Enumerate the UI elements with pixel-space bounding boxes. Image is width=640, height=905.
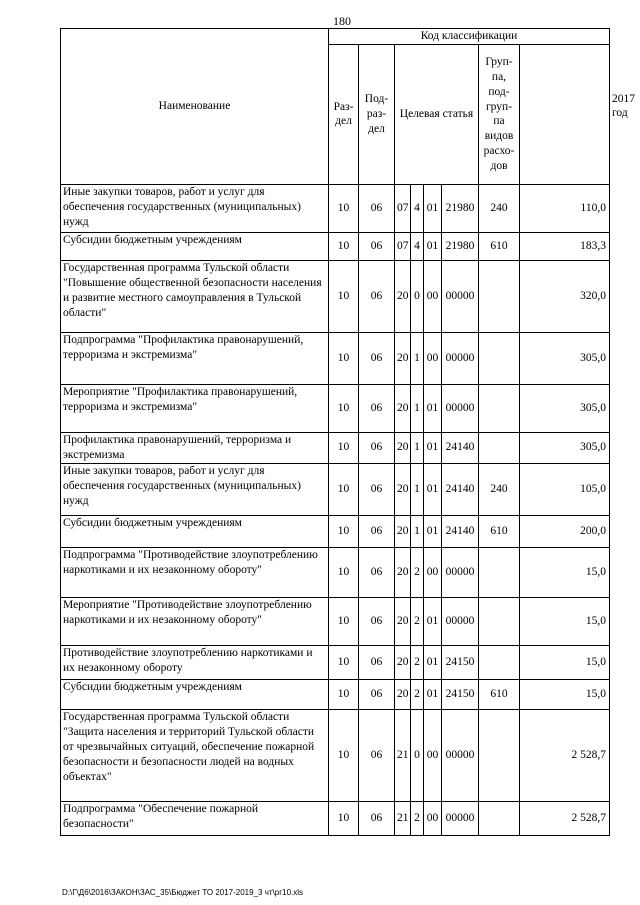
cell-t3: 01 <box>424 679 442 709</box>
cell-t3: 01 <box>424 232 442 260</box>
table-row <box>61 597 610 645</box>
cell-t2: 4 <box>411 232 424 260</box>
cell-t3: 00 <box>424 709 442 801</box>
header-classification: Код классификации <box>329 29 610 45</box>
cell-vid <box>479 260 520 332</box>
cell-t1: 20 <box>395 645 411 679</box>
cell-razdel: 10 <box>329 384 359 432</box>
cell-podrazdel: 06 <box>359 463 395 515</box>
cell-t1: 21 <box>395 709 411 801</box>
cell-t2: 2 <box>411 645 424 679</box>
cell-podrazdel: 06 <box>359 709 395 801</box>
cell-t3: 00 <box>424 260 442 332</box>
table-row <box>61 432 610 463</box>
cell-t3: 01 <box>424 184 442 232</box>
header-name: Наименование <box>61 29 329 185</box>
cell-razdel: 10 <box>329 801 359 835</box>
cell-t4: 24140 <box>442 515 479 547</box>
cell-t4: 21980 <box>442 184 479 232</box>
cell-name: Подпрограмма "Обеспечение пожарной безопасности" <box>61 801 329 835</box>
table-row <box>61 679 610 709</box>
cell-t3: 00 <box>424 801 442 835</box>
cell-amount: 2 528,7 <box>520 801 610 835</box>
cell-amount: 15,0 <box>520 547 610 597</box>
cell-t2: 2 <box>411 597 424 645</box>
cell-vid <box>479 384 520 432</box>
cell-t1: 07 <box>395 184 411 232</box>
cell-t3: 01 <box>424 515 442 547</box>
cell-t4: 00000 <box>442 332 479 384</box>
cell-name: Профилактика правонарушений, терроризма и экстремизма <box>61 432 329 463</box>
cell-podrazdel: 06 <box>359 515 395 547</box>
header-expense-group: Груп- па, под- груп- па видов расхо- дов <box>479 44 520 184</box>
cell-podrazdel: 06 <box>359 260 395 332</box>
cell-t4: 00000 <box>442 709 479 801</box>
cell-t4: 00000 <box>442 260 479 332</box>
cell-t1: 20 <box>395 332 411 384</box>
file-path-footer: D:\Г\Д6\2016\ЗАКОН\ЗАС_35\Бюджет ТО 2017-2019_3 чт\рг10.xls <box>62 888 304 897</box>
cell-name: Субсидии бюджетным учреждениям <box>61 515 329 547</box>
cell-amount: 105,0 <box>520 463 610 515</box>
cell-t3: 00 <box>424 332 442 384</box>
cell-name: Подпрограмма "Профилактика правонарушений, терроризма и экстремизма" <box>61 332 329 384</box>
cell-amount: 2 528,7 <box>520 709 610 801</box>
table-row <box>61 547 610 597</box>
cell-amount: 183,3 <box>520 232 610 260</box>
cell-t4: 21980 <box>442 232 479 260</box>
cell-t1: 20 <box>395 463 411 515</box>
header-section: Раз- дел <box>329 44 359 184</box>
cell-podrazdel: 06 <box>359 332 395 384</box>
cell-vid: 240 <box>479 184 520 232</box>
cell-name: Подпрограмма "Противодействие злоупотреблению наркотиками и их незаконному обороту" <box>61 547 329 597</box>
cell-podrazdel: 06 <box>359 679 395 709</box>
cell-amount: 320,0 <box>520 260 610 332</box>
cell-podrazdel: 06 <box>359 232 395 260</box>
cell-razdel: 10 <box>329 184 359 232</box>
cell-podrazdel: 06 <box>359 184 395 232</box>
budget-table: Наименование Код классификации 2017 год Раз- дел Под- раз- дел Целевая статья Груп- па, под- груп- па видов расхо- дов Иные закупки товаров, работ и услуг для обеспечения государственных (муниципальных) нужд 10 06 07 4 01 21980 240 110,0 Субсидии бюджетным учреждениям 10 06 07 4 01 21980 610 183,3 Государственная программа Тульской области "Повышение общественной безопасности населения и развитие местного самоуправления в Тульской области" 10 06 20 0 00 00000 320,0 Подпрограмма "Профилактика правонарушений, терроризма и экстремизма" 10 06 20 1 00 00000 305,0 Мероприятие "Профилактика правонарушений, терроризма и экстремизма" 10 06 20 1 01 00000 305,0 Профилактика правонарушений, терроризма и экстремизма 10 06 20 1 01 24140 305,0 Иные закупки товаров, работ и услуг для обеспечения государственных (муниципальных) нужд 10 06 20 1 01 24140 240 105,0 Субсидии бюджетным учреждениям 10 06 20 1 01 24140 610 200,0 Подпрограмма "Противодействие злоупотреблению наркотиками и их незаконному обороту" 10 06 20 2 00 00000 15,0 Мероприятие "Противодействие злоупотреблению наркотиками и их незаконному обороту" 10 06 20 2 01 00000 15,0 Противодействие злоупотреблению наркотиками и их незаконному обороту 10 06 20 2 01 24150 15,0 Субсидии бюджетным учреждениям 10 06 20 2 01 24150 610 15,0 Государственная программа Тульской области "Защита населения и территорий Тульской области от чрезвычайных ситуаций, обеспечение пожарной безопасности и безопасности людей на водных объектах" 10 06 21 0 00 00000 2 528,7 Подпрограмма "Обеспечение пожарной безопасности" 10 06 21 2 00 00000 2 528,7 <box>60 28 610 836</box>
cell-amount: 200,0 <box>520 515 610 547</box>
cell-name: Мероприятие "Профилактика правонарушений, терроризма и экстремизма" <box>61 384 329 432</box>
cell-name: Противодействие злоупотреблению наркотиками и их незаконному обороту <box>61 645 329 679</box>
cell-amount: 110,0 <box>520 184 610 232</box>
cell-amount: 305,0 <box>520 384 610 432</box>
cell-vid <box>479 801 520 835</box>
cell-t2: 2 <box>411 547 424 597</box>
page-number: 180 <box>333 14 351 28</box>
cell-razdel: 10 <box>329 679 359 709</box>
table-row <box>61 184 610 232</box>
cell-t2: 1 <box>411 384 424 432</box>
cell-t4: 00000 <box>442 801 479 835</box>
cell-razdel: 10 <box>329 432 359 463</box>
cell-vid: 610 <box>479 515 520 547</box>
cell-vid <box>479 709 520 801</box>
cell-t2: 2 <box>411 679 424 709</box>
cell-t2: 1 <box>411 463 424 515</box>
cell-name: Субсидии бюджетным учреждениям <box>61 679 329 709</box>
table-row <box>61 260 610 332</box>
table-row <box>61 463 610 515</box>
cell-t1: 20 <box>395 679 411 709</box>
cell-vid: 610 <box>479 679 520 709</box>
cell-name: Государственная программа Тульской области "Повышение общественной безопасности населения и развитие местного самоуправления в Тульской области" <box>61 260 329 332</box>
cell-podrazdel: 06 <box>359 432 395 463</box>
cell-razdel: 10 <box>329 463 359 515</box>
cell-name: Иные закупки товаров, работ и услуг для обеспечения государственных (муниципальных) нужд <box>61 463 329 515</box>
cell-razdel: 10 <box>329 232 359 260</box>
cell-t3: 01 <box>424 384 442 432</box>
cell-t2: 0 <box>411 260 424 332</box>
cell-podrazdel: 06 <box>359 597 395 645</box>
cell-t2: 1 <box>411 515 424 547</box>
cell-razdel: 10 <box>329 645 359 679</box>
cell-amount: 305,0 <box>520 432 610 463</box>
cell-t2: 4 <box>411 184 424 232</box>
cell-t4: 24150 <box>442 645 479 679</box>
cell-vid <box>479 547 520 597</box>
cell-t3: 01 <box>424 645 442 679</box>
cell-t1: 20 <box>395 384 411 432</box>
cell-t2: 2 <box>411 801 424 835</box>
cell-t3: 01 <box>424 597 442 645</box>
cell-t1: 20 <box>395 260 411 332</box>
cell-amount: 305,0 <box>520 332 610 384</box>
table-row <box>61 384 610 432</box>
cell-t3: 01 <box>424 463 442 515</box>
cell-razdel: 10 <box>329 260 359 332</box>
cell-t3: 01 <box>424 432 442 463</box>
cell-podrazdel: 06 <box>359 547 395 597</box>
table-row <box>61 709 610 801</box>
cell-vid: 610 <box>479 232 520 260</box>
header-subsection: Под- раз- дел <box>359 44 395 184</box>
cell-t4: 24150 <box>442 679 479 709</box>
cell-podrazdel: 06 <box>359 384 395 432</box>
cell-vid: 240 <box>479 463 520 515</box>
cell-amount: 15,0 <box>520 597 610 645</box>
table-row <box>61 515 610 547</box>
cell-t1: 20 <box>395 432 411 463</box>
cell-t2: 0 <box>411 709 424 801</box>
cell-razdel: 10 <box>329 709 359 801</box>
cell-t1: 20 <box>395 515 411 547</box>
cell-podrazdel: 06 <box>359 645 395 679</box>
cell-t3: 00 <box>424 547 442 597</box>
cell-name: Субсидии бюджетным учреждениям <box>61 232 329 260</box>
cell-t2: 1 <box>411 332 424 384</box>
cell-t1: 20 <box>395 547 411 597</box>
cell-razdel: 10 <box>329 515 359 547</box>
table-row <box>61 801 610 835</box>
cell-t1: 20 <box>395 597 411 645</box>
table-row <box>61 332 610 384</box>
table-row <box>61 232 610 260</box>
table-row <box>61 645 610 679</box>
cell-t1: 21 <box>395 801 411 835</box>
cell-t4: 00000 <box>442 547 479 597</box>
cell-t1: 07 <box>395 232 411 260</box>
cell-razdel: 10 <box>329 597 359 645</box>
cell-amount: 15,0 <box>520 679 610 709</box>
cell-vid <box>479 332 520 384</box>
cell-name: Государственная программа Тульской области "Защита населения и территорий Тульской области от чрезвычайных ситуаций, обеспечение пожарной безопасности и безопасности людей на водных объектах" <box>61 709 329 801</box>
header-target-article: Целевая статья <box>395 44 479 184</box>
cell-amount: 15,0 <box>520 645 610 679</box>
cell-t2: 1 <box>411 432 424 463</box>
cell-name: Иные закупки товаров, работ и услуг для обеспечения государственных (муниципальных) нужд <box>61 184 329 232</box>
cell-t4: 00000 <box>442 597 479 645</box>
cell-vid <box>479 597 520 645</box>
cell-t4: 24140 <box>442 463 479 515</box>
cell-razdel: 10 <box>329 547 359 597</box>
cell-t4: 24140 <box>442 432 479 463</box>
cell-vid <box>479 432 520 463</box>
cell-podrazdel: 06 <box>359 801 395 835</box>
cell-name: Мероприятие "Противодействие злоупотреблению наркотиками и их незаконному обороту" <box>61 597 329 645</box>
cell-t4: 00000 <box>442 384 479 432</box>
cell-razdel: 10 <box>329 332 359 384</box>
cell-vid <box>479 645 520 679</box>
